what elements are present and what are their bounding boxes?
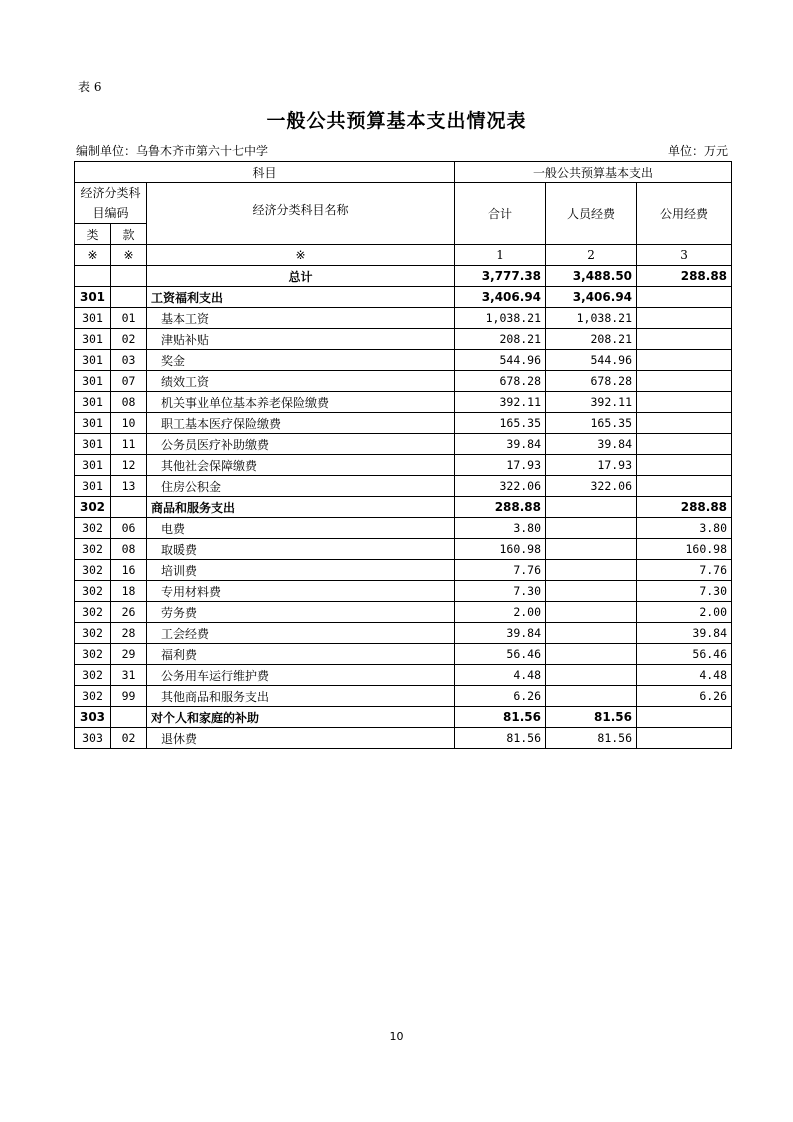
row-name: 工会经费 bbox=[147, 623, 455, 644]
row-total: 81.56 bbox=[455, 728, 546, 749]
row-personnel bbox=[546, 644, 637, 665]
row-personnel: 165.35 bbox=[546, 413, 637, 434]
row-lei: 301 bbox=[75, 413, 111, 434]
row-name: 公务用车运行维护费 bbox=[147, 665, 455, 686]
row-total: 2.00 bbox=[455, 602, 546, 623]
row-lei: 301 bbox=[75, 434, 111, 455]
row-kuan: 02 bbox=[111, 329, 147, 350]
row-kuan: 01 bbox=[111, 308, 147, 329]
row-total: 1,038.21 bbox=[455, 308, 546, 329]
table-label: 表 6 bbox=[78, 80, 102, 94]
row-total: 678.28 bbox=[455, 371, 546, 392]
row-lei: 302 bbox=[75, 623, 111, 644]
category-row bbox=[75, 497, 732, 518]
row-personnel bbox=[546, 497, 637, 518]
row-personnel bbox=[546, 665, 637, 686]
organization-label: 编制单位：乌鲁木齐市第六十七中学 bbox=[76, 144, 269, 158]
row-personnel: 81.56 bbox=[546, 707, 637, 728]
row-kuan: 29 bbox=[111, 644, 147, 665]
row-kuan: 99 bbox=[111, 686, 147, 707]
table-row bbox=[75, 434, 732, 455]
row-name: 工资福利支出 bbox=[147, 287, 455, 308]
row-public: 288.88 bbox=[637, 497, 732, 518]
row-total: 39.84 bbox=[455, 434, 546, 455]
header-name: 经济分类科目名称 bbox=[147, 183, 455, 245]
row-lei: 301 bbox=[75, 392, 111, 413]
row-kuan: 10 bbox=[111, 413, 147, 434]
row-public: 39.84 bbox=[637, 623, 732, 644]
row-name: 机关事业单位基本养老保险缴费 bbox=[147, 392, 455, 413]
grand-total-label: 总计 bbox=[147, 266, 455, 287]
row-public bbox=[637, 434, 732, 455]
row-public: 6.26 bbox=[637, 686, 732, 707]
row-public bbox=[637, 455, 732, 476]
row-name: 培训费 bbox=[147, 560, 455, 581]
row-lei: 301 bbox=[75, 371, 111, 392]
table-row bbox=[75, 539, 732, 560]
header-kuan: 款 bbox=[111, 224, 147, 245]
row-personnel: 39.84 bbox=[546, 434, 637, 455]
row-kuan: 08 bbox=[111, 539, 147, 560]
row-total: 17.93 bbox=[455, 455, 546, 476]
row-kuan: 13 bbox=[111, 476, 147, 497]
table-row bbox=[75, 602, 732, 623]
row-personnel bbox=[546, 518, 637, 539]
row-kuan: 26 bbox=[111, 602, 147, 623]
row-lei: 301 bbox=[75, 308, 111, 329]
row-personnel: 322.06 bbox=[546, 476, 637, 497]
row-total: 3,406.94 bbox=[455, 287, 546, 308]
row-personnel: 392.11 bbox=[546, 392, 637, 413]
row-total: 81.56 bbox=[455, 707, 546, 728]
row-name: 对个人和家庭的补助 bbox=[147, 707, 455, 728]
row-lei: 302 bbox=[75, 602, 111, 623]
row-personnel bbox=[546, 623, 637, 644]
row-lei: 302 bbox=[75, 518, 111, 539]
table-row bbox=[75, 455, 732, 476]
header-public: 公用经费 bbox=[637, 183, 732, 245]
table-row bbox=[75, 728, 732, 749]
col-number-1: 1 bbox=[455, 245, 546, 266]
table-row bbox=[75, 686, 732, 707]
row-kuan: 12 bbox=[111, 455, 147, 476]
row-kuan: 02 bbox=[111, 728, 147, 749]
row-name: 取暖费 bbox=[147, 539, 455, 560]
row-total: 544.96 bbox=[455, 350, 546, 371]
row-personnel bbox=[546, 560, 637, 581]
row-personnel: 208.21 bbox=[546, 329, 637, 350]
row-total: 3.80 bbox=[455, 518, 546, 539]
table-row bbox=[75, 581, 732, 602]
row-lei: 301 bbox=[75, 455, 111, 476]
row-public bbox=[637, 329, 732, 350]
row-name: 商品和服务支出 bbox=[147, 497, 455, 518]
row-kuan bbox=[111, 497, 147, 518]
table-row bbox=[75, 476, 732, 497]
table-row bbox=[75, 308, 732, 329]
row-total: 288.88 bbox=[455, 497, 546, 518]
table-row bbox=[75, 350, 732, 371]
row-public bbox=[637, 371, 732, 392]
header-lei: 类 bbox=[75, 224, 111, 245]
page-number: 10 bbox=[389, 1030, 404, 1043]
row-kuan: 07 bbox=[111, 371, 147, 392]
mark-lei: ※ bbox=[75, 245, 111, 266]
row-name: 福利费 bbox=[147, 644, 455, 665]
row-total: 208.21 bbox=[455, 329, 546, 350]
table-row bbox=[75, 665, 732, 686]
row-lei: 302 bbox=[75, 560, 111, 581]
row-personnel bbox=[546, 581, 637, 602]
col-number-3: 3 bbox=[637, 245, 732, 266]
table-row bbox=[75, 560, 732, 581]
row-kuan: 06 bbox=[111, 518, 147, 539]
row-lei: 302 bbox=[75, 497, 111, 518]
row-name: 专用材料费 bbox=[147, 581, 455, 602]
row-kuan: 03 bbox=[111, 350, 147, 371]
row-name: 津贴补贴 bbox=[147, 329, 455, 350]
row-public bbox=[637, 476, 732, 497]
row-name: 公务员医疗补助缴费 bbox=[147, 434, 455, 455]
row-personnel bbox=[546, 539, 637, 560]
row-name: 其他社会保障缴费 bbox=[147, 455, 455, 476]
header-row-1 bbox=[75, 162, 732, 183]
row-public bbox=[637, 392, 732, 413]
table-row bbox=[75, 623, 732, 644]
row-kuan: 11 bbox=[111, 434, 147, 455]
table-row bbox=[75, 518, 732, 539]
mark-name: ※ bbox=[147, 245, 455, 266]
row-lei: 301 bbox=[75, 476, 111, 497]
grand-total-personnel: 3,488.50 bbox=[546, 266, 637, 287]
row-name: 电费 bbox=[147, 518, 455, 539]
row-total: 6.26 bbox=[455, 686, 546, 707]
row-name: 奖金 bbox=[147, 350, 455, 371]
header-total: 合计 bbox=[455, 183, 546, 245]
row-public: 7.30 bbox=[637, 581, 732, 602]
row-public bbox=[637, 707, 732, 728]
row-lei: 301 bbox=[75, 329, 111, 350]
row-personnel: 678.28 bbox=[546, 371, 637, 392]
row-public: 160.98 bbox=[637, 539, 732, 560]
row-public: 3.80 bbox=[637, 518, 732, 539]
row-total: 7.76 bbox=[455, 560, 546, 581]
table-row bbox=[75, 413, 732, 434]
row-lei: 302 bbox=[75, 539, 111, 560]
row-personnel bbox=[546, 686, 637, 707]
header-row-4 bbox=[75, 245, 732, 266]
row-lei: 302 bbox=[75, 665, 111, 686]
header-code bbox=[75, 183, 147, 224]
row-personnel bbox=[546, 602, 637, 623]
row-name: 绩效工资 bbox=[147, 371, 455, 392]
row-kuan: 08 bbox=[111, 392, 147, 413]
header-group: 一般公共预算基本支出 bbox=[455, 162, 732, 183]
grand-total-kuan bbox=[111, 266, 147, 287]
table-row bbox=[75, 392, 732, 413]
row-total: 160.98 bbox=[455, 539, 546, 560]
grand-total-lei bbox=[75, 266, 111, 287]
grand-total-total: 3,777.38 bbox=[455, 266, 546, 287]
category-row bbox=[75, 707, 732, 728]
row-personnel: 544.96 bbox=[546, 350, 637, 371]
row-kuan: 31 bbox=[111, 665, 147, 686]
budget-table bbox=[74, 161, 732, 749]
row-total: 7.30 bbox=[455, 581, 546, 602]
row-name: 其他商品和服务支出 bbox=[147, 686, 455, 707]
col-number-2: 2 bbox=[546, 245, 637, 266]
row-personnel: 17.93 bbox=[546, 455, 637, 476]
header-personnel: 人员经费 bbox=[546, 183, 637, 245]
row-total: 39.84 bbox=[455, 623, 546, 644]
grand-total-public: 288.88 bbox=[637, 266, 732, 287]
row-total: 322.06 bbox=[455, 476, 546, 497]
row-personnel: 81.56 bbox=[546, 728, 637, 749]
category-row bbox=[75, 287, 732, 308]
row-public bbox=[637, 308, 732, 329]
row-public bbox=[637, 350, 732, 371]
page-title: 一般公共预算基本支出情况表 bbox=[266, 110, 527, 132]
row-lei: 303 bbox=[75, 728, 111, 749]
row-kuan bbox=[111, 707, 147, 728]
row-kuan: 18 bbox=[111, 581, 147, 602]
header-code-line2: 目编码 bbox=[92, 206, 129, 220]
row-public: 4.48 bbox=[637, 665, 732, 686]
row-name: 退休费 bbox=[147, 728, 455, 749]
row-lei: 302 bbox=[75, 581, 111, 602]
row-public bbox=[637, 287, 732, 308]
row-total: 56.46 bbox=[455, 644, 546, 665]
row-total: 392.11 bbox=[455, 392, 546, 413]
table-row bbox=[75, 644, 732, 665]
row-lei: 302 bbox=[75, 686, 111, 707]
row-public: 7.76 bbox=[637, 560, 732, 581]
row-personnel: 1,038.21 bbox=[546, 308, 637, 329]
mark-kuan: ※ bbox=[111, 245, 147, 266]
row-name: 劳务费 bbox=[147, 602, 455, 623]
row-kuan: 28 bbox=[111, 623, 147, 644]
row-personnel: 3,406.94 bbox=[546, 287, 637, 308]
table-row bbox=[75, 329, 732, 350]
row-lei: 301 bbox=[75, 287, 111, 308]
row-name: 基本工资 bbox=[147, 308, 455, 329]
grand-total-row bbox=[75, 266, 732, 287]
row-public bbox=[637, 728, 732, 749]
row-name: 住房公积金 bbox=[147, 476, 455, 497]
row-kuan: 16 bbox=[111, 560, 147, 581]
row-public: 56.46 bbox=[637, 644, 732, 665]
header-code-line1: 经济分类科 bbox=[80, 186, 141, 200]
table-row bbox=[75, 371, 732, 392]
row-lei: 302 bbox=[75, 644, 111, 665]
unit-label: 单位：万元 bbox=[667, 144, 728, 158]
row-lei: 303 bbox=[75, 707, 111, 728]
row-name: 职工基本医疗保险缴费 bbox=[147, 413, 455, 434]
row-public: 2.00 bbox=[637, 602, 732, 623]
row-public bbox=[637, 413, 732, 434]
row-total: 4.48 bbox=[455, 665, 546, 686]
header-subject: 科目 bbox=[75, 162, 455, 183]
header-row-2 bbox=[75, 183, 732, 224]
row-lei: 301 bbox=[75, 350, 111, 371]
row-total: 165.35 bbox=[455, 413, 546, 434]
row-kuan bbox=[111, 287, 147, 308]
